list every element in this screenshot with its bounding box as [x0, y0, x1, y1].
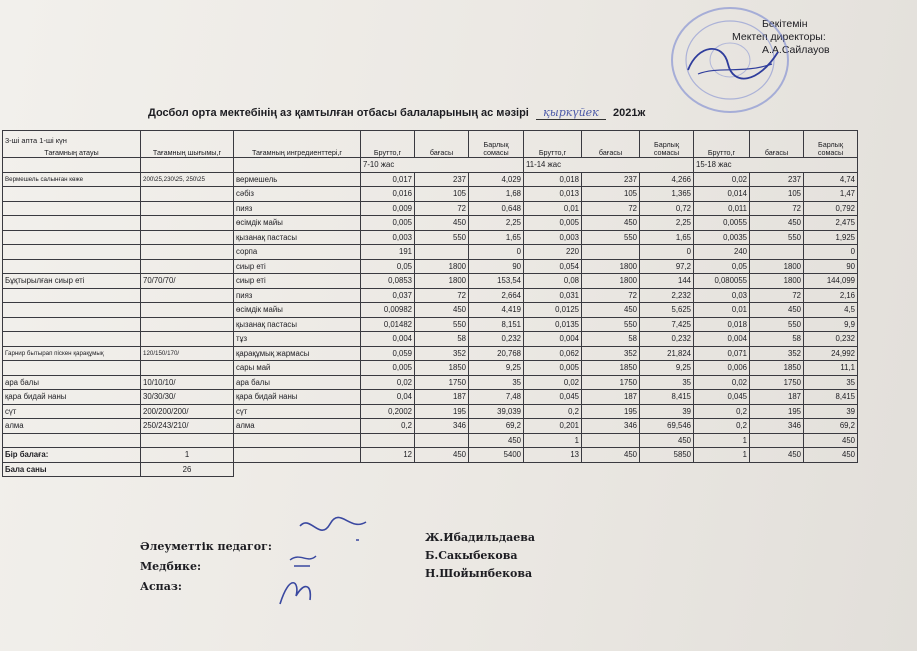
- dish-name-cell: [3, 201, 141, 216]
- value-cell: 1,68: [469, 187, 524, 202]
- dish-name-cell: [3, 303, 141, 318]
- value-cell: 0,2: [524, 404, 582, 419]
- value-cell: [415, 245, 469, 260]
- value-cell: 0,02: [524, 375, 582, 390]
- header-price-1: бағасы: [415, 131, 469, 158]
- value-cell: 1,365: [640, 187, 694, 202]
- per-child-cell: 5850: [640, 448, 694, 463]
- yield-cell: [141, 332, 234, 347]
- table-row: [3, 433, 858, 448]
- dish-name-cell: Гарнир бытырап піскен қарақұмық: [3, 346, 141, 361]
- approval-line3: А.А.Сайлауов: [762, 44, 830, 56]
- dish-name-cell: ара балы: [3, 375, 141, 390]
- value-cell: 352: [582, 346, 640, 361]
- value-cell: 0,005: [361, 216, 415, 231]
- yield-cell: 70/70/70/: [141, 274, 234, 289]
- ingredient-cell: тұз: [234, 332, 361, 347]
- value-cell: 58: [582, 332, 640, 347]
- value-cell: 195: [750, 404, 804, 419]
- value-cell: 69,546: [640, 419, 694, 434]
- value-cell: 0,2: [361, 419, 415, 434]
- value-cell: 72: [415, 201, 469, 216]
- value-cell: [361, 433, 415, 448]
- child-count-value: 26: [141, 462, 234, 477]
- value-cell: 0,003: [524, 230, 582, 245]
- value-cell: 0,004: [524, 332, 582, 347]
- table-row: [3, 201, 858, 216]
- value-cell: 72: [750, 288, 804, 303]
- value-cell: 0,00982: [361, 303, 415, 318]
- table-row: [3, 259, 858, 274]
- value-cell: 1750: [415, 375, 469, 390]
- school-stamp: [668, 4, 792, 116]
- table-row: [3, 303, 858, 318]
- value-cell: 1,65: [640, 230, 694, 245]
- value-cell: 0: [804, 245, 858, 260]
- value-cell: 0,009: [361, 201, 415, 216]
- value-cell: 69,2: [469, 419, 524, 434]
- value-cell: 550: [415, 317, 469, 332]
- value-cell: 450: [582, 216, 640, 231]
- value-cell: 0,02: [694, 375, 750, 390]
- value-cell: 0,004: [361, 332, 415, 347]
- header-gross-1: Брутто,г: [361, 131, 415, 158]
- dish-name-cell: [3, 216, 141, 231]
- header-price-2: бағасы: [582, 131, 640, 158]
- table-row: [3, 375, 858, 390]
- ingredient-cell: [234, 433, 361, 448]
- dish-name-cell: сүт: [3, 404, 141, 419]
- month-handwritten: қыркүйек: [536, 106, 606, 120]
- value-cell: 237: [582, 172, 640, 187]
- value-cell: 35: [469, 375, 524, 390]
- value-cell: 346: [750, 419, 804, 434]
- value-cell: 1,925: [804, 230, 858, 245]
- table-row: [3, 317, 858, 332]
- value-cell: 72: [750, 201, 804, 216]
- page-title: [148, 106, 645, 120]
- value-cell: 0,72: [640, 201, 694, 216]
- yield-cell: 30/30/30/: [141, 390, 234, 405]
- table-row: [3, 404, 858, 419]
- value-cell: 9,25: [640, 361, 694, 376]
- value-cell: 0,792: [804, 201, 858, 216]
- value-cell: 2,475: [804, 216, 858, 231]
- dish-name-cell: Вермешель салынған көже: [3, 172, 141, 187]
- header-total-2: Барлық сомасы: [640, 131, 694, 158]
- value-cell: 450: [640, 433, 694, 448]
- dish-name-cell: Бұқтырылған сиыр еті: [3, 274, 141, 289]
- ingredient-cell: қара бидай наны: [234, 390, 361, 405]
- ingredient-cell: пияз: [234, 201, 361, 216]
- value-cell: 450: [750, 216, 804, 231]
- value-cell: 8,151: [469, 317, 524, 332]
- value-cell: 1: [694, 433, 750, 448]
- value-cell: 220: [524, 245, 582, 260]
- value-cell: 1850: [750, 361, 804, 376]
- value-cell: 1800: [750, 274, 804, 289]
- value-cell: 4,74: [804, 172, 858, 187]
- header-total-1: Барлық сомасы: [469, 131, 524, 158]
- value-cell: 450: [469, 433, 524, 448]
- dish-name-cell: [3, 288, 141, 303]
- value-cell: 240: [694, 245, 750, 260]
- table-row: [3, 332, 858, 347]
- value-cell: 4,029: [469, 172, 524, 187]
- value-cell: 0,2: [694, 419, 750, 434]
- value-cell: 0,003: [361, 230, 415, 245]
- value-cell: 0,0035: [694, 230, 750, 245]
- header-total-3: Барлық сомасы: [804, 131, 858, 158]
- signature-name-1: Ж.Ибадильдаева: [425, 531, 536, 544]
- value-cell: 105: [582, 187, 640, 202]
- value-cell: 58: [750, 332, 804, 347]
- dish-name-cell: [3, 259, 141, 274]
- value-cell: 1800: [415, 274, 469, 289]
- age-group-1: 7-10 жас: [361, 158, 524, 173]
- value-cell: 346: [582, 419, 640, 434]
- dish-name-cell: [3, 187, 141, 202]
- value-cell: 4,5: [804, 303, 858, 318]
- value-cell: 0,232: [640, 332, 694, 347]
- value-cell: 21,824: [640, 346, 694, 361]
- child-count-row: [3, 462, 858, 477]
- table-row: [3, 230, 858, 245]
- value-cell: 0,02: [361, 375, 415, 390]
- value-cell: 1750: [750, 375, 804, 390]
- approval-line1: Бекітемін: [762, 18, 808, 30]
- ingredient-cell: алма: [234, 419, 361, 434]
- per-child-cell: 12: [361, 448, 415, 463]
- value-cell: 450: [750, 303, 804, 318]
- value-cell: 0,005: [524, 216, 582, 231]
- value-cell: 97,2: [640, 259, 694, 274]
- value-cell: 4,266: [640, 172, 694, 187]
- yield-cell: 10/10/10/: [141, 375, 234, 390]
- ingredient-cell: сиыр еті: [234, 274, 361, 289]
- value-cell: 0,018: [524, 172, 582, 187]
- header-dish: 3-ші апта 1-ші күн Тағамның атауы: [3, 131, 141, 158]
- per-child-cell: 13: [524, 448, 582, 463]
- value-cell: 0,05: [361, 259, 415, 274]
- value-cell: 7,48: [469, 390, 524, 405]
- per-child-label: Бір балаға:: [3, 448, 141, 463]
- value-cell: 1: [524, 433, 582, 448]
- value-cell: 0,03: [694, 288, 750, 303]
- signature-role-3: Аспаз:: [140, 580, 182, 593]
- per-child-cell: 450: [804, 448, 858, 463]
- per-child-yield: 1: [141, 448, 234, 463]
- yield-cell: 120/150/170/: [141, 346, 234, 361]
- table-header-row: [3, 131, 858, 158]
- value-cell: 35: [804, 375, 858, 390]
- value-cell: 195: [415, 404, 469, 419]
- value-cell: 0,018: [694, 317, 750, 332]
- dish-name-cell: [3, 230, 141, 245]
- yield-cell: [141, 187, 234, 202]
- yield-cell: [141, 317, 234, 332]
- value-cell: 0,02: [694, 172, 750, 187]
- ingredient-cell: сорпа: [234, 245, 361, 260]
- value-cell: 187: [750, 390, 804, 405]
- table-row: [3, 419, 858, 434]
- value-cell: 352: [750, 346, 804, 361]
- value-cell: [750, 245, 804, 260]
- week-label: 3-ші апта 1-ші күн: [5, 136, 67, 145]
- value-cell: 0,045: [694, 390, 750, 405]
- yield-cell: [141, 259, 234, 274]
- value-cell: 450: [415, 216, 469, 231]
- value-cell: 191: [361, 245, 415, 260]
- signature-role-2: Медбике:: [140, 560, 202, 573]
- ingredient-cell: ара балы: [234, 375, 361, 390]
- ingredient-cell: сары май: [234, 361, 361, 376]
- value-cell: 39,039: [469, 404, 524, 419]
- value-cell: 1800: [582, 274, 640, 289]
- dish-name-cell: [3, 245, 141, 260]
- child-count-label: Бала саны: [3, 462, 141, 477]
- yield-cell: [141, 303, 234, 318]
- value-cell: 0,013: [524, 187, 582, 202]
- value-cell: 7,425: [640, 317, 694, 332]
- ingredient-cell: қызанақ пастасы: [234, 230, 361, 245]
- value-cell: 20,768: [469, 346, 524, 361]
- approval-line2: Мектеп директоры:: [732, 31, 826, 43]
- value-cell: 0,005: [361, 361, 415, 376]
- signature-role-1: Әлеуметтік педагог:: [140, 540, 272, 553]
- value-cell: 0: [640, 245, 694, 260]
- value-cell: 39: [804, 404, 858, 419]
- header-gross-3: Брутто,г: [694, 131, 750, 158]
- value-cell: 11,1: [804, 361, 858, 376]
- age-group-3: 15-18 жас: [694, 158, 858, 173]
- yield-cell: [141, 288, 234, 303]
- value-cell: 550: [582, 317, 640, 332]
- value-cell: [750, 433, 804, 448]
- value-cell: 237: [750, 172, 804, 187]
- ingredient-cell: өсімдік майы: [234, 216, 361, 231]
- value-cell: 1,47: [804, 187, 858, 202]
- value-cell: 9,25: [469, 361, 524, 376]
- value-cell: 0,014: [694, 187, 750, 202]
- value-cell: 1,65: [469, 230, 524, 245]
- value-cell: 0,201: [524, 419, 582, 434]
- value-cell: [582, 245, 640, 260]
- table-row: [3, 361, 858, 376]
- per-child-cell: 450: [750, 448, 804, 463]
- header-ingredient: Тағамның ингредиенттері,г: [234, 131, 361, 158]
- value-cell: 237: [415, 172, 469, 187]
- value-cell: 2,25: [469, 216, 524, 231]
- value-cell: 0,0125: [524, 303, 582, 318]
- ingredient-cell: сүт: [234, 404, 361, 419]
- value-cell: 1800: [582, 259, 640, 274]
- value-cell: 450: [804, 433, 858, 448]
- per-child-row: [3, 448, 858, 463]
- value-cell: 72: [582, 288, 640, 303]
- value-cell: 550: [750, 317, 804, 332]
- value-cell: 1750: [582, 375, 640, 390]
- value-cell: 69,2: [804, 419, 858, 434]
- yield-cell: [141, 361, 234, 376]
- value-cell: 1800: [415, 259, 469, 274]
- dish-name-cell: [3, 317, 141, 332]
- yield-cell: 200\25,230\25, 250\25: [141, 172, 234, 187]
- age-group-2: 11-14 жас: [524, 158, 694, 173]
- value-cell: 450: [582, 303, 640, 318]
- value-cell: 2,16: [804, 288, 858, 303]
- value-cell: 0,011: [694, 201, 750, 216]
- signature-name-2: Б.Сакыбекова: [425, 549, 518, 562]
- table-row: [3, 245, 858, 260]
- value-cell: 144,099: [804, 274, 858, 289]
- table-row: [3, 187, 858, 202]
- signature-name-3: Н.Шойынбекова: [425, 567, 533, 580]
- table-row: [3, 288, 858, 303]
- value-cell: 58: [415, 332, 469, 347]
- value-cell: 0,0853: [361, 274, 415, 289]
- ingredient-cell: өсімдік майы: [234, 303, 361, 318]
- per-child-cell: 450: [415, 448, 469, 463]
- value-cell: 0,2: [694, 404, 750, 419]
- value-cell: 72: [415, 288, 469, 303]
- value-cell: 0,054: [524, 259, 582, 274]
- table-row: [3, 274, 858, 289]
- value-cell: 0,037: [361, 288, 415, 303]
- value-cell: 0,016: [361, 187, 415, 202]
- value-cell: 0,006: [694, 361, 750, 376]
- value-cell: 2,664: [469, 288, 524, 303]
- yield-cell: 250/243/210/: [141, 419, 234, 434]
- table-row: [3, 390, 858, 405]
- header-gross-2: Брутто,г: [524, 131, 582, 158]
- per-child-cell: 450: [582, 448, 640, 463]
- dish-name-cell: [3, 433, 141, 448]
- dish-name-cell: [3, 361, 141, 376]
- value-cell: 0,08: [524, 274, 582, 289]
- value-cell: 0,017: [361, 172, 415, 187]
- ingredient-cell: қызанақ пастасы: [234, 317, 361, 332]
- value-cell: [582, 433, 640, 448]
- value-cell: 39: [640, 404, 694, 419]
- value-cell: 8,415: [640, 390, 694, 405]
- value-cell: 0,04: [361, 390, 415, 405]
- header-yield: Тағамның шығымы,г: [141, 131, 234, 158]
- value-cell: 195: [582, 404, 640, 419]
- value-cell: 0,045: [524, 390, 582, 405]
- value-cell: 1850: [582, 361, 640, 376]
- value-cell: 144: [640, 274, 694, 289]
- value-cell: 550: [582, 230, 640, 245]
- yield-cell: [141, 230, 234, 245]
- value-cell: 0,232: [469, 332, 524, 347]
- yield-cell: [141, 201, 234, 216]
- value-cell: 187: [582, 390, 640, 405]
- ingredient-cell: вермешель: [234, 172, 361, 187]
- value-cell: 0,071: [694, 346, 750, 361]
- value-cell: 153,54: [469, 274, 524, 289]
- value-cell: 346: [415, 419, 469, 434]
- value-cell: 72: [582, 201, 640, 216]
- yield-cell: [141, 216, 234, 231]
- title-year: 2021ж: [613, 107, 646, 119]
- table-row: [3, 216, 858, 231]
- table-row: [3, 172, 858, 187]
- value-cell: 24,992: [804, 346, 858, 361]
- value-cell: 9,9: [804, 317, 858, 332]
- ingredient-cell: пияз: [234, 288, 361, 303]
- ingredient-cell: сиыр еті: [234, 259, 361, 274]
- value-cell: 0,2002: [361, 404, 415, 419]
- handwritten-signatures: [270, 512, 390, 612]
- value-cell: 4,419: [469, 303, 524, 318]
- value-cell: 2,232: [640, 288, 694, 303]
- menu-table: [2, 130, 858, 477]
- value-cell: 0,0135: [524, 317, 582, 332]
- value-cell: 187: [415, 390, 469, 405]
- yield-cell: [141, 245, 234, 260]
- per-child-cell: 1: [694, 448, 750, 463]
- value-cell: 105: [750, 187, 804, 202]
- dish-name-cell: қара бидай наны: [3, 390, 141, 405]
- value-cell: 0,01: [694, 303, 750, 318]
- menu-body: [3, 172, 858, 448]
- value-cell: 2,25: [640, 216, 694, 231]
- value-cell: 0,01482: [361, 317, 415, 332]
- value-cell: 0,0055: [694, 216, 750, 231]
- value-cell: 0,080055: [694, 274, 750, 289]
- value-cell: 1850: [415, 361, 469, 376]
- value-cell: 0,005: [524, 361, 582, 376]
- value-cell: 8,415: [804, 390, 858, 405]
- value-cell: 0: [469, 245, 524, 260]
- yield-cell: [141, 433, 234, 448]
- value-cell: 0,031: [524, 288, 582, 303]
- ingredient-cell: қарақұмық жармасы: [234, 346, 361, 361]
- dish-name-cell: [3, 332, 141, 347]
- value-cell: 5,625: [640, 303, 694, 318]
- value-cell: 0,062: [524, 346, 582, 361]
- dish-name-cell: алма: [3, 419, 141, 434]
- value-cell: 0,648: [469, 201, 524, 216]
- per-child-cell: 5400: [469, 448, 524, 463]
- value-cell: 0,004: [694, 332, 750, 347]
- value-cell: 0,05: [694, 259, 750, 274]
- value-cell: 90: [469, 259, 524, 274]
- ingredient-cell: сәбіз: [234, 187, 361, 202]
- value-cell: 450: [415, 303, 469, 318]
- value-cell: 550: [750, 230, 804, 245]
- value-cell: 1800: [750, 259, 804, 274]
- table-row: [3, 346, 858, 361]
- value-cell: 352: [415, 346, 469, 361]
- value-cell: 35: [640, 375, 694, 390]
- title-text: Досбол орта мектебінің аз қамтылған отбасы балаларының ас мәзірі: [148, 107, 529, 119]
- age-group-row: [3, 158, 858, 173]
- header-price-3: бағасы: [750, 131, 804, 158]
- yield-cell: 200/200/200/: [141, 404, 234, 419]
- value-cell: 0,232: [804, 332, 858, 347]
- value-cell: 105: [415, 187, 469, 202]
- value-cell: 0,059: [361, 346, 415, 361]
- value-cell: 90: [804, 259, 858, 274]
- value-cell: 0,01: [524, 201, 582, 216]
- value-cell: 550: [415, 230, 469, 245]
- value-cell: [415, 433, 469, 448]
